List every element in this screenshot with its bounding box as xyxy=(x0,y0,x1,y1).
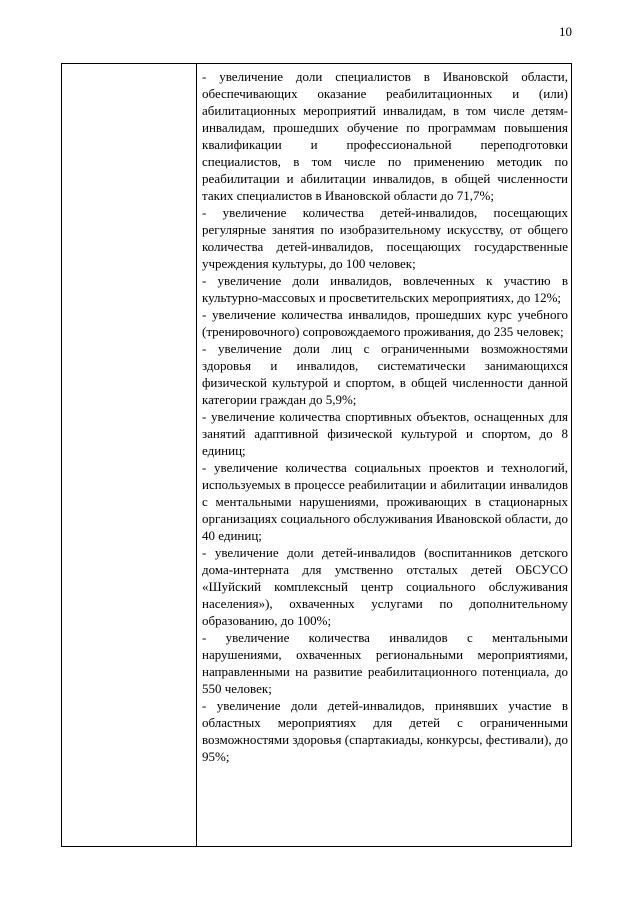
list-item: - увеличение количества инвалидов, прошедших курс учебного (тренировочного) сопровождаемого проживания, до 235 человек; xyxy=(202,307,568,339)
list-item: - увеличение количества инвалидов с ментальными нарушениями, охваченных региональными мероприятиями, направленными на развитие реабилитационного потенциала, до 550 человек; xyxy=(202,630,568,696)
document-table xyxy=(61,63,572,847)
list-item: - увеличение доли детей-инвалидов, принявших участие в областных мероприятиях для детей с ограниченными возможностями здоровья (спартакиады, конкурсы, фестивали), до 95%; xyxy=(202,698,568,764)
table-right-cell xyxy=(202,68,568,844)
list-item: - увеличение доли специалистов в Ивановской области, обеспечивающих оказание реабилитационных и (или) абилитационных мероприятий инвалидам, в том числе детям-инвалидам, прошедших обучение по программам повышения квалификации и профессиональной переподготовки специалистов, в том числе по применению методик по реабилитации и абилитации инвалидов, в общей численности таких специалистов в Ивановской области до 71,7%; xyxy=(202,69,568,203)
list-item: - увеличение доли лиц с ограниченными возможностями здоровья и инвалидов, систематически занимающихся физической культурой и спортом, в общей численности данной категории граждан до 5,9%; xyxy=(202,341,568,407)
list-item: - увеличение количества спортивных объектов, оснащенных для занятий адаптивной физической культурой и спортом, до 8 единиц; xyxy=(202,409,568,458)
page-number: 10 xyxy=(559,24,572,39)
table-left-cell xyxy=(62,64,197,846)
list-item: - увеличение количества детей-инвалидов, посещающих регулярные занятия по изобразительному искусству, от общего количества детей-инвалидов, посещающих государственные учреждения культуры, до 100 человек; xyxy=(202,205,568,271)
list-item: - увеличение доли детей-инвалидов (воспитанников детского дома-интерната для умственно отсталых детей ОБСУСО «Шуйский комплексный центр социального обслуживания населения»), охваченных услугами по дополнительному образованию, до 100%; xyxy=(202,545,568,628)
list-item: - увеличение доли инвалидов, вовлеченных к участию в культурно-массовых и просветительских мероприятиях, до 12%; xyxy=(202,273,568,305)
list-item: - увеличение количества социальных проектов и технологий, используемых в процессе реабилитации и абилитации инвалидов с ментальными нарушениями, проживающих в стационарных организациях социального обслуживания Ивановской области, до 40 единиц; xyxy=(202,460,568,543)
